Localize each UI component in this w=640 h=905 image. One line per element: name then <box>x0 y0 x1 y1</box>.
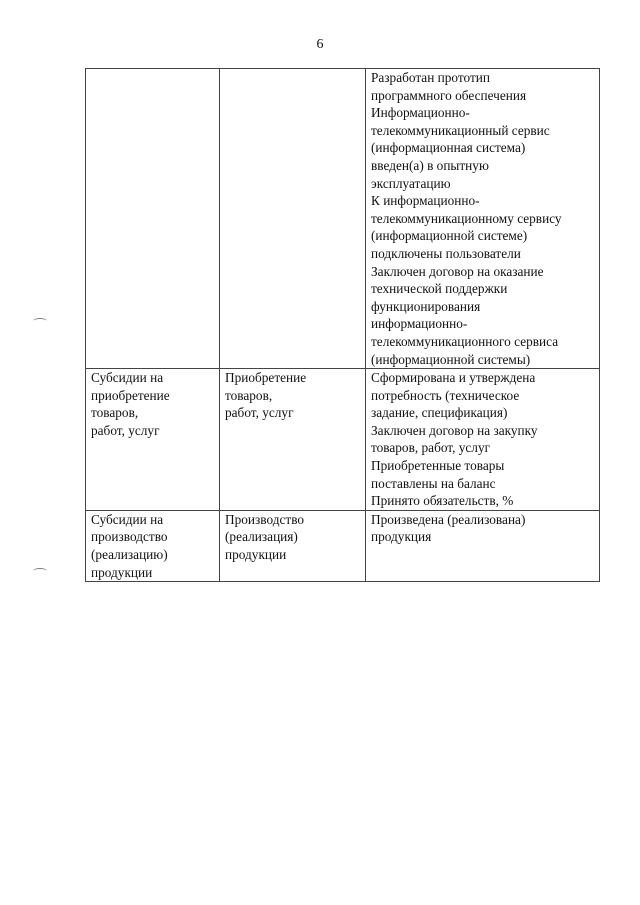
table-cell-col2 <box>220 69 366 369</box>
table-row <box>86 69 600 369</box>
cell-text-line: (информационная система) <box>371 140 526 156</box>
cell-text-line: Произведена (реализована) <box>371 511 526 527</box>
table-cell-col1 <box>86 510 220 581</box>
cell-text-line: продукция <box>371 529 432 545</box>
cell-text-line: телекоммуникационному сервису <box>371 210 562 226</box>
cell-text-line: производство <box>91 529 168 545</box>
table-cell-col1 <box>86 69 220 369</box>
table-cell-col1 <box>86 369 220 511</box>
cell-text-line: Субсидии на <box>91 370 164 386</box>
cell-text-line: подключены пользователи <box>371 245 521 261</box>
cell-text-line: (информационной системы) <box>371 351 531 367</box>
cell-text-line: эксплуатацию <box>371 175 451 191</box>
cell-text-line: (информационной системе) <box>371 228 528 244</box>
cell-text-line: Информационно- <box>371 105 470 121</box>
cell-text-line: (реализация) <box>225 529 298 545</box>
cell-text-line: Субсидии на <box>91 511 164 527</box>
cell-text-line: технической поддержки <box>371 281 508 297</box>
cell-text-line: введен(а) в опытную <box>371 157 489 173</box>
cell-text-line: товаров, <box>91 405 139 421</box>
cell-text-line: товаров, <box>225 387 273 403</box>
cell-text-line: программного обеспечения <box>371 87 527 103</box>
cell-text-line: информационно- <box>371 316 468 332</box>
cell-text-line: задание, спецификация) <box>371 405 508 421</box>
cell-text-line: Разработан прототип <box>371 70 491 85</box>
cell-text-line: товаров, работ, услуг <box>371 440 491 456</box>
cell-text-line: работ, услуг <box>225 405 294 421</box>
table-cell-col3 <box>366 510 600 581</box>
cell-text-line: Заключен договор на оказание <box>371 263 544 279</box>
cell-text-line: Сформирована и утверждена <box>371 370 536 386</box>
table-cell-col3 <box>366 69 600 369</box>
cell-text-line: Принято обязательств, % <box>371 493 514 509</box>
cell-text-line: телекоммуникационного сервиса <box>371 333 559 349</box>
cell-text-line: продукции <box>91 564 153 580</box>
cell-text-line: приобретение <box>91 387 170 403</box>
subsidy-results-table <box>85 68 600 582</box>
table-cell-col2 <box>220 369 366 511</box>
table-row <box>86 369 600 511</box>
table-cell-col3 <box>366 369 600 511</box>
cell-text-line: продукции <box>225 547 287 563</box>
scan-mark <box>33 568 47 574</box>
cell-text-line: Производство <box>225 511 305 527</box>
cell-text-line: потребность (техническое <box>371 387 520 403</box>
page-number: 6 <box>316 37 324 52</box>
cell-text-line: (реализацию) <box>91 547 168 563</box>
cell-text-line: Приобретение <box>225 370 307 386</box>
cell-text-line: телекоммуникационный сервис <box>371 122 550 138</box>
table-row <box>86 510 600 581</box>
cell-text-line: К информационно- <box>371 193 480 209</box>
cell-text-line: Заключен договор на закупку <box>371 422 538 438</box>
table-cell-col2 <box>220 510 366 581</box>
cell-text-line: Приобретенные товары <box>371 458 505 474</box>
scan-mark <box>33 318 47 324</box>
cell-text-line: поставлены на баланс <box>371 475 496 491</box>
cell-text-line: функционирования <box>371 298 481 314</box>
cell-text-line: работ, услуг <box>91 422 160 438</box>
